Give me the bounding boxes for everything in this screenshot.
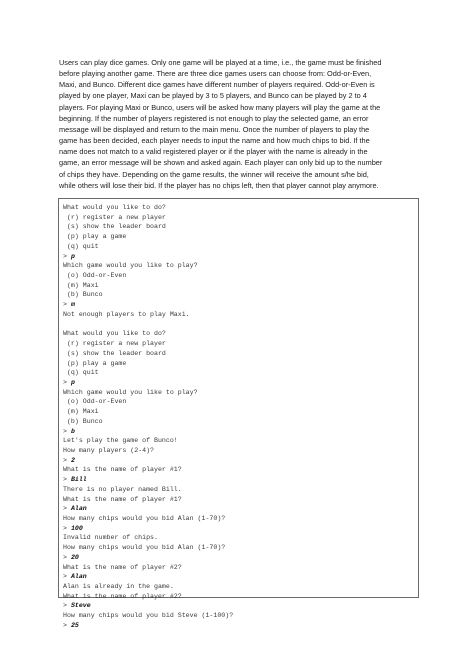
user-input-text: Bill — [70, 476, 87, 484]
user-input-line — [63, 572, 233, 582]
user-input-line — [63, 504, 233, 514]
output-line: Which game would you like to play? — [63, 388, 198, 396]
user-input-text: 25 — [70, 621, 79, 629]
prompt-symbol: > — [63, 427, 67, 435]
prompt-symbol: > — [63, 301, 67, 309]
output-line: (s) show the leader board — [63, 349, 166, 357]
user-input-text: Steve — [70, 602, 91, 610]
paragraph-line: while others will lose their bid. If the player has no chips left, then that player cannot play anymore. — [59, 180, 379, 190]
user-input-line — [63, 300, 233, 310]
output-line: (o) Odd-or-Even — [63, 398, 127, 406]
paragraph-line: before playing another game. There are three dice games users can choose from: Odd-or-Even, — [59, 69, 372, 79]
prompt-symbol: > — [63, 476, 67, 484]
user-input-line — [63, 601, 233, 611]
output-line: What would you like to do? — [63, 330, 166, 338]
output-line: (m) Maxi — [63, 281, 99, 289]
user-input-line — [63, 252, 233, 262]
description-paragraph — [59, 57, 421, 191]
user-input-line — [63, 378, 233, 388]
paragraph-line: beginning. If the number of players registered is not enough to play the selected game, an error — [59, 113, 369, 123]
user-input-line — [63, 456, 233, 466]
output-line: (p) play a game — [63, 233, 127, 241]
output-line: There is no player named Bill. — [63, 485, 182, 493]
paragraph-line: Users can play dice games. Only one game will be played at a time, i.e., the game must be finished — [59, 58, 382, 67]
output-line: What would you like to do? — [63, 204, 166, 211]
user-input-text: 100 — [70, 524, 83, 532]
prompt-symbol: > — [63, 524, 67, 532]
user-input-line — [63, 524, 233, 534]
user-input-text: 20 — [70, 553, 79, 561]
prompt-symbol: > — [63, 378, 67, 386]
user-input-line — [63, 621, 233, 631]
paragraph-line: players. For playing Maxi or Bunco, users will be asked how many players will play the game at the — [59, 102, 381, 112]
output-line: (b) Bunco — [63, 291, 103, 299]
output-line: (o) Odd-or-Even — [63, 272, 127, 280]
paragraph-line: of chips they have. Depending on the game results, the winner will receive the amount s/he bid, — [59, 169, 369, 179]
paragraph-line: game has been decided, each player needs to input the name and how much chips to bid. If the — [59, 136, 370, 146]
output-line: (b) Bunco — [63, 417, 103, 425]
output-line: What is the name of player #1? — [63, 466, 182, 474]
output-line: Not enough players to play Maxi. — [63, 310, 190, 318]
output-line — [63, 320, 233, 330]
output-line: (q) quit — [63, 242, 99, 250]
user-input-line — [63, 553, 233, 563]
prompt-symbol: > — [63, 621, 67, 629]
output-line: What is the name of player #2? — [63, 563, 182, 571]
user-input-text: 2 — [70, 456, 75, 464]
output-line: How many chips would you bid Alan (1-70)? — [63, 544, 226, 552]
paragraph-line: played by one player, Maxi can be played by 3 to 5 players, and Bunco can be played by 2 to 4 — [59, 91, 367, 101]
prompt-symbol: > — [63, 573, 67, 581]
prompt-symbol: > — [63, 553, 67, 561]
paragraph-line: name does not match to a valid registered player or if the player with the name is already in the — [59, 147, 368, 157]
output-line: How many chips would you bid Steve (1-100)? — [63, 612, 234, 620]
output-line: (r) register a new player — [63, 213, 166, 221]
user-input-text: m — [70, 301, 75, 309]
prompt-symbol: > — [63, 602, 67, 610]
output-line: (r) register a new player — [63, 340, 166, 348]
output-line: How many players (2-4)? — [63, 446, 155, 454]
output-line: Invalid number of chips. — [63, 534, 158, 542]
paragraph-line: game, an error message will be shown and asked again. Each player can only bid up to the number — [59, 158, 383, 168]
output-line: (s) show the leader board — [63, 223, 166, 231]
paragraph-line: message will be displayed and return to the main menu. Once the number of players to play the — [59, 124, 370, 134]
user-input-text: p — [70, 378, 75, 386]
output-line: Alan is already in the game. — [63, 583, 174, 591]
console-transcript — [63, 203, 233, 631]
user-input-text: b — [70, 427, 75, 435]
user-input-text: Alan — [70, 505, 87, 513]
output-line: What is the name of player #2? — [63, 592, 182, 600]
output-line: What is the name of player #1? — [63, 495, 182, 503]
user-input-line — [63, 427, 233, 437]
output-line: Let's play the game of Bunco! — [63, 437, 178, 445]
output-line: (m) Maxi — [63, 408, 99, 416]
prompt-symbol: > — [63, 505, 67, 513]
output-line: (p) play a game — [63, 359, 127, 367]
prompt-symbol: > — [63, 456, 67, 464]
output-line: How many chips would you bid Alan (1-70)? — [63, 515, 226, 522]
user-input-text: Alan — [70, 573, 87, 581]
user-input-text: p — [70, 252, 75, 260]
prompt-symbol: > — [63, 252, 67, 260]
paragraph-line: Maxi, and Bunco. Different dice games have different number of players required. Odd-or-Even is — [59, 80, 375, 90]
user-input-line — [63, 475, 233, 485]
console-transcript-box — [58, 198, 419, 629]
output-line: (q) quit — [63, 369, 99, 377]
output-line: Which game would you like to play? — [63, 262, 198, 270]
